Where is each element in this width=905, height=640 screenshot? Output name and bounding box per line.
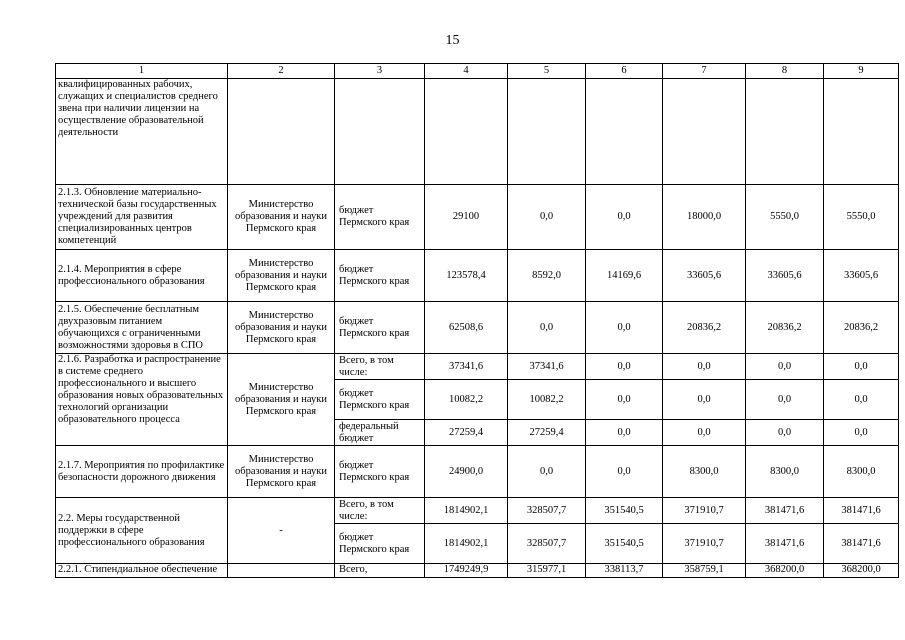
row-value: 368200,0 xyxy=(824,564,899,578)
row-value: 381471,6 xyxy=(746,498,824,524)
table-row xyxy=(56,302,899,354)
col-header: 2 xyxy=(228,64,335,79)
row-value: 0,0 xyxy=(508,302,586,354)
row-value: 0,0 xyxy=(746,354,824,380)
table-row xyxy=(56,564,899,578)
row-value: 315977,1 xyxy=(508,564,586,578)
row-value: 0,0 xyxy=(586,446,663,498)
row-funding-source: бюджет Пермского края xyxy=(335,446,425,498)
row-description: 2.2.1. Стипендиальное обеспечение xyxy=(56,564,228,578)
row-value: 37341,6 xyxy=(508,354,586,380)
budget-table xyxy=(55,63,899,578)
row-value: 33605,6 xyxy=(824,250,899,302)
row-value: 1814902,1 xyxy=(425,524,508,564)
col-header: 4 xyxy=(425,64,508,79)
table-row xyxy=(56,354,899,380)
row-value: 0,0 xyxy=(824,380,899,420)
table-row xyxy=(56,446,899,498)
row-value: 20836,2 xyxy=(746,302,824,354)
row-description: 2.1.3. Обновление материально-технической базы государственных учреждений для развития специализированных центров компетенций xyxy=(56,185,228,250)
row-value: 1814902,1 xyxy=(425,498,508,524)
row-value: 29100 xyxy=(425,185,508,250)
row-value: 0,0 xyxy=(586,185,663,250)
row-value: 0,0 xyxy=(586,354,663,380)
row-value: 20836,2 xyxy=(824,302,899,354)
row-description: 2.2. Меры государственной поддержки в сфере профессионального образования xyxy=(56,498,228,564)
row-funding-source: Всего, в том числе: xyxy=(335,498,425,524)
row-value: 14169,6 xyxy=(586,250,663,302)
row-value: 33605,6 xyxy=(746,250,824,302)
row-value: 27259,4 xyxy=(508,420,586,446)
row-value: 8300,0 xyxy=(663,446,746,498)
row-value: 0,0 xyxy=(663,420,746,446)
row-value: 371910,7 xyxy=(663,498,746,524)
row-value: 10082,2 xyxy=(425,380,508,420)
table-row xyxy=(56,79,899,185)
col-header: 8 xyxy=(746,64,824,79)
table-row xyxy=(56,185,899,250)
row-description: квалифицированных рабочих, служащих и специалистов среднего звена при наличии лицензии на осуществление образовательной деятельности xyxy=(56,79,228,185)
row-organization: - xyxy=(228,498,335,564)
row-funding-source: бюджет Пермского края xyxy=(335,250,425,302)
row-description: 2.1.7. Мероприятия по профилактике безопасности дорожного движения xyxy=(56,446,228,498)
row-organization: Министерство образования и науки Пермского края xyxy=(228,250,335,302)
row-value: 8300,0 xyxy=(824,446,899,498)
row-value: 0,0 xyxy=(508,185,586,250)
col-header: 6 xyxy=(586,64,663,79)
table-row xyxy=(56,250,899,302)
row-organization: Министерство образования и науки Пермского края xyxy=(228,354,335,446)
row-description: 2.1.5. Обеспечение бесплатным двухразовым питанием обучающихся с ограниченными возможностями здоровья в СПО xyxy=(56,302,228,354)
row-value: 1749249,9 xyxy=(425,564,508,578)
row-description: 2.1.4. Мероприятия в сфере профессионального образования xyxy=(56,250,228,302)
row-value: 358759,1 xyxy=(663,564,746,578)
row-value: 0,0 xyxy=(663,380,746,420)
row-value: 33605,6 xyxy=(663,250,746,302)
row-value: 123578,4 xyxy=(425,250,508,302)
row-value: 381471,6 xyxy=(746,524,824,564)
row-value: 10082,2 xyxy=(508,380,586,420)
row-funding-source: федеральный бюджет xyxy=(335,420,425,446)
row-value: 351540,5 xyxy=(586,524,663,564)
row-description: 2.1.6. Разработка и распространение в системе среднего профессионального и высшего образования новых образовательных технологий организации образовательного процесса xyxy=(56,354,228,446)
row-value: 338113,7 xyxy=(586,564,663,578)
col-header: 1 xyxy=(56,64,228,79)
page-number: 15 xyxy=(445,33,460,48)
row-value: 328507,7 xyxy=(508,498,586,524)
row-organization: Министерство образования и науки Пермского края xyxy=(228,446,335,498)
col-header: 5 xyxy=(508,64,586,79)
header-row xyxy=(56,64,899,79)
row-value: 0,0 xyxy=(586,302,663,354)
row-value: 0,0 xyxy=(586,420,663,446)
col-header: 3 xyxy=(335,64,425,79)
row-value: 18000,0 xyxy=(663,185,746,250)
row-value: 37341,6 xyxy=(425,354,508,380)
row-value: 381471,6 xyxy=(824,524,899,564)
row-funding-source: бюджет Пермского края xyxy=(335,302,425,354)
row-value: 371910,7 xyxy=(663,524,746,564)
row-value: 0,0 xyxy=(746,380,824,420)
row-organization: Министерство образования и науки Пермского края xyxy=(228,185,335,250)
row-funding-source: бюджет Пермского края xyxy=(335,380,425,420)
row-value: 381471,6 xyxy=(824,498,899,524)
row-value: 351540,5 xyxy=(586,498,663,524)
row-value: 0,0 xyxy=(663,354,746,380)
row-value: 0,0 xyxy=(746,420,824,446)
table-row xyxy=(56,498,899,524)
row-value: 20836,2 xyxy=(663,302,746,354)
row-value: 0,0 xyxy=(508,446,586,498)
row-value: 0,0 xyxy=(586,380,663,420)
row-organization: Министерство образования и науки Пермского края xyxy=(228,302,335,354)
row-organization xyxy=(228,564,335,578)
row-value: 5550,0 xyxy=(746,185,824,250)
row-value: 328507,7 xyxy=(508,524,586,564)
row-value: 62508,6 xyxy=(425,302,508,354)
col-header: 7 xyxy=(663,64,746,79)
col-header: 9 xyxy=(824,64,899,79)
row-value: 8300,0 xyxy=(746,446,824,498)
row-funding-source: Всего, xyxy=(335,564,425,578)
row-funding-source: Всего, в том числе: xyxy=(335,354,425,380)
row-funding-source: бюджет Пермского края xyxy=(335,524,425,564)
row-value: 0,0 xyxy=(824,354,899,380)
row-value: 0,0 xyxy=(824,420,899,446)
row-funding-source: бюджет Пермского края xyxy=(335,185,425,250)
row-value: 5550,0 xyxy=(824,185,899,250)
row-value: 24900,0 xyxy=(425,446,508,498)
row-value: 8592,0 xyxy=(508,250,586,302)
row-value: 368200,0 xyxy=(746,564,824,578)
row-value: 27259,4 xyxy=(425,420,508,446)
